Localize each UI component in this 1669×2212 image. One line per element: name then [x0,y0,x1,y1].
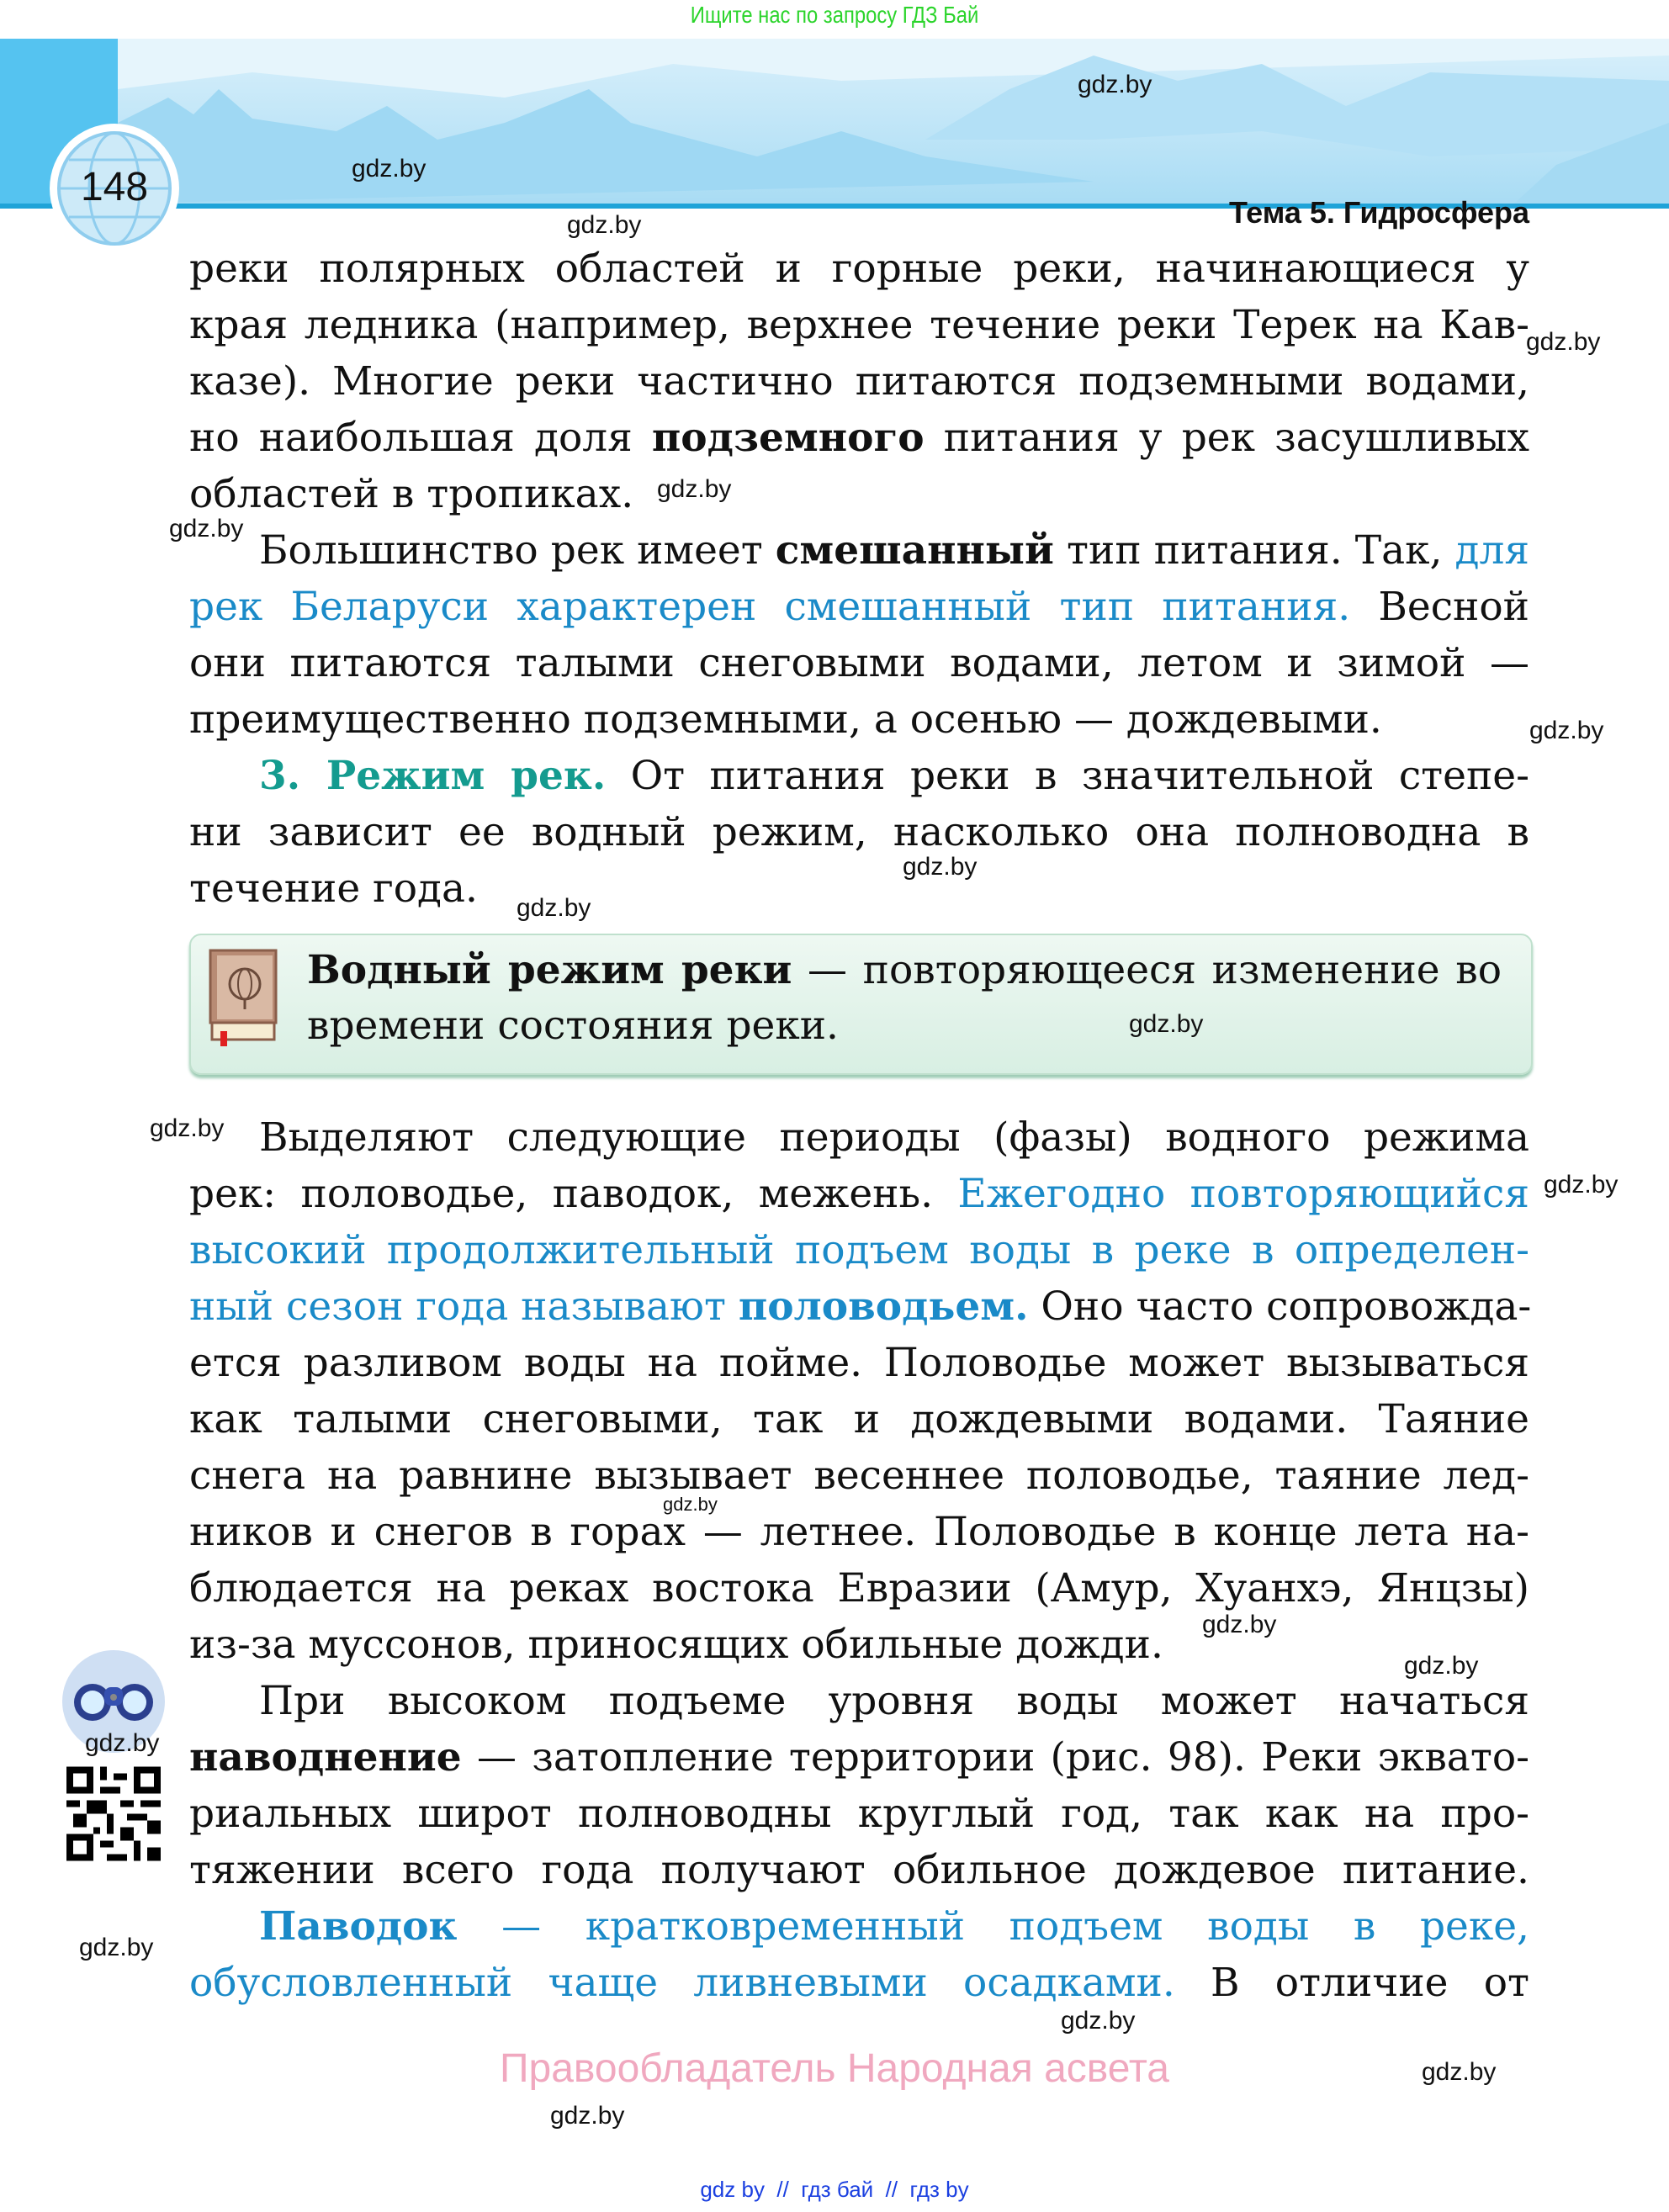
text-segment: риальных широт полноводны круглый год, так как на про- [189,1791,1529,1837]
text-line [189,241,1529,297]
book-globe-icon [209,950,278,1046]
text-line [189,579,1529,635]
text-segment: но наибольшая доля [189,415,652,461]
text-segment: В отличие от [1174,1960,1529,2006]
text-segment: преимущественно подземными, а осенью — дождевыми. [189,696,1382,743]
watermark: gdz.by [150,1114,225,1142]
text-segment: реки полярных областей и горные реки, начинающиеся у [189,246,1529,292]
text-segment: питания у рек засушливых [924,415,1529,461]
text-line [189,635,1529,691]
text-segment: От питания реки в значительной степе- [606,753,1529,799]
highlighted-text: обусловленный чаще ливневыми осадками. [189,1960,1175,2006]
text-line [259,748,1529,804]
definition-line-2 [307,998,1502,1054]
text-segment: блюдается на реках востока Евразии (Амур, Хуанхэ, Янцзы) [189,1565,1529,1611]
watermark: gdz.by [657,475,732,503]
watermark: gdz.by [903,853,978,881]
text-segment: ется разливом воды на пойме. Половодье может вызываться [189,1340,1529,1386]
highlighted-text: рек Беларуси характерен смешанный тип питания. [189,584,1351,630]
section-heading: 3. Режим рек. [259,753,607,799]
key-term: подземного [651,415,925,461]
text-segment: как талыми снеговыми, так и дождевыми водами. Таяние [189,1396,1529,1442]
text-line [189,860,1529,917]
watermark: gdz.by [550,2102,625,2130]
text-line [189,691,1529,748]
watermark: gdz.by [1544,1171,1619,1199]
definition-line-1 [307,943,1502,998]
watermark: gdz.by [517,894,591,922]
text-segment: Большинство рек имеет [259,527,776,574]
text-segment: тяжении всего года получают обильное дождевое питание. [189,1847,1529,1893]
watermark: gdz.by [567,211,642,239]
watermark: gdz.by [1529,717,1604,744]
watermark: gdz.by [352,155,427,183]
watermark: gdz.by [1202,1611,1277,1638]
text-segment: из-за муссонов, приносящих обильные дожди. [189,1622,1163,1668]
text-line [189,1391,1529,1447]
definition-text: времени состояния реки. [307,1003,839,1049]
text-line [189,1166,1529,1222]
text-line [189,1729,1529,1786]
text-line [189,1504,1529,1560]
text-segment: ников и снегов в горах — летнее. Половодье в конце лета на- [189,1509,1529,1555]
landscape-illustration [0,39,1669,204]
watermark: gdz.by [1061,2007,1136,2035]
highlighted-text: Ежегодно повторяющийся [957,1171,1529,1217]
text-segment: они питаются талыми снеговыми водами, летом и зимой — [189,640,1529,686]
text-segment: Оно часто сопровожда- [1028,1283,1532,1330]
copyright-holder-note: Правообладатель Народная асвета [500,2046,1169,2091]
text-line [189,1335,1529,1391]
text-segment: Весной [1350,584,1529,630]
text-line [259,1673,1529,1729]
watermark: gdz.by [1129,1010,1204,1038]
watermark: gdz.by [1526,328,1601,356]
text-line [189,1560,1529,1617]
definition-text: — повторяющееся изменение во [792,947,1502,993]
bottom-links[interactable]: gdz by // гдз бай // гдз by [700,2177,969,2202]
text-segment: казе). Многие реки частично питаются подземными водами, [189,358,1529,405]
text-line [259,1898,1529,1955]
text-line [189,1447,1529,1504]
text-line [189,1786,1529,1842]
text-segment: течение года. [189,865,478,912]
text-line [189,804,1529,860]
text-segment: При высоком подъеме уровня воды может начаться [259,1678,1529,1724]
text-line [189,297,1529,353]
text-segment: рек: половодье, паводок, межень. [189,1171,958,1217]
text-segment: края ледника (например, верхнее течение реки Терек на Кав- [189,302,1529,348]
text-line [259,1109,1529,1166]
watermark: gdz.by [85,1729,160,1757]
text-line [189,1278,1532,1335]
watermark: gdz.by [1404,1652,1479,1680]
text-line [189,410,1529,466]
text-line [189,1222,1529,1278]
text-segment: снега на равнине вызывает весеннее половодье, таяние лед- [189,1453,1529,1499]
key-term: Паводок [259,1903,458,1950]
text-line [189,1955,1529,2011]
topic-title: Тема 5. Гидросфера [1228,195,1529,230]
definition-term: Водный режим реки [307,947,792,993]
key-term: наводнение [189,1734,462,1781]
text-line [189,353,1529,410]
search-hint: Ищите нас по запросу ГДЗ Бай [690,2,979,28]
watermark: gdz.by [1422,2058,1497,2086]
page-number: 148 [80,165,149,209]
text-line [189,1842,1529,1898]
watermark: gdz.by [663,1494,718,1515]
highlighted-text: — кратковременный подъем воды в реке, [457,1903,1529,1950]
text-segment: тип питания. Так, [1053,527,1455,574]
text-segment: областей в тропиках. [189,471,634,517]
text-segment: — затопление территории (рис. 98). Реки эквато- [461,1734,1529,1781]
qr-code[interactable] [66,1765,161,1862]
key-term: смешанный [775,527,1054,574]
text-line [189,1617,1529,1673]
highlighted-text: ный сезон года называют [189,1283,739,1330]
watermark: gdz.by [79,1934,154,1961]
text-line [259,522,1529,579]
text-segment: ни зависит ее водный режим, насколько она полноводна в [189,809,1529,855]
text-line [189,466,1529,522]
key-term: половодьем. [738,1283,1029,1330]
highlighted-text: для [1454,527,1529,574]
watermark: gdz.by [169,515,244,542]
highlighted-text: высокий продолжительный подъем воды в реке в определен- [189,1227,1529,1273]
text-segment: Выделяют следующие периоды (фазы) водного режима [259,1114,1529,1161]
watermark: gdz.by [1078,71,1152,98]
